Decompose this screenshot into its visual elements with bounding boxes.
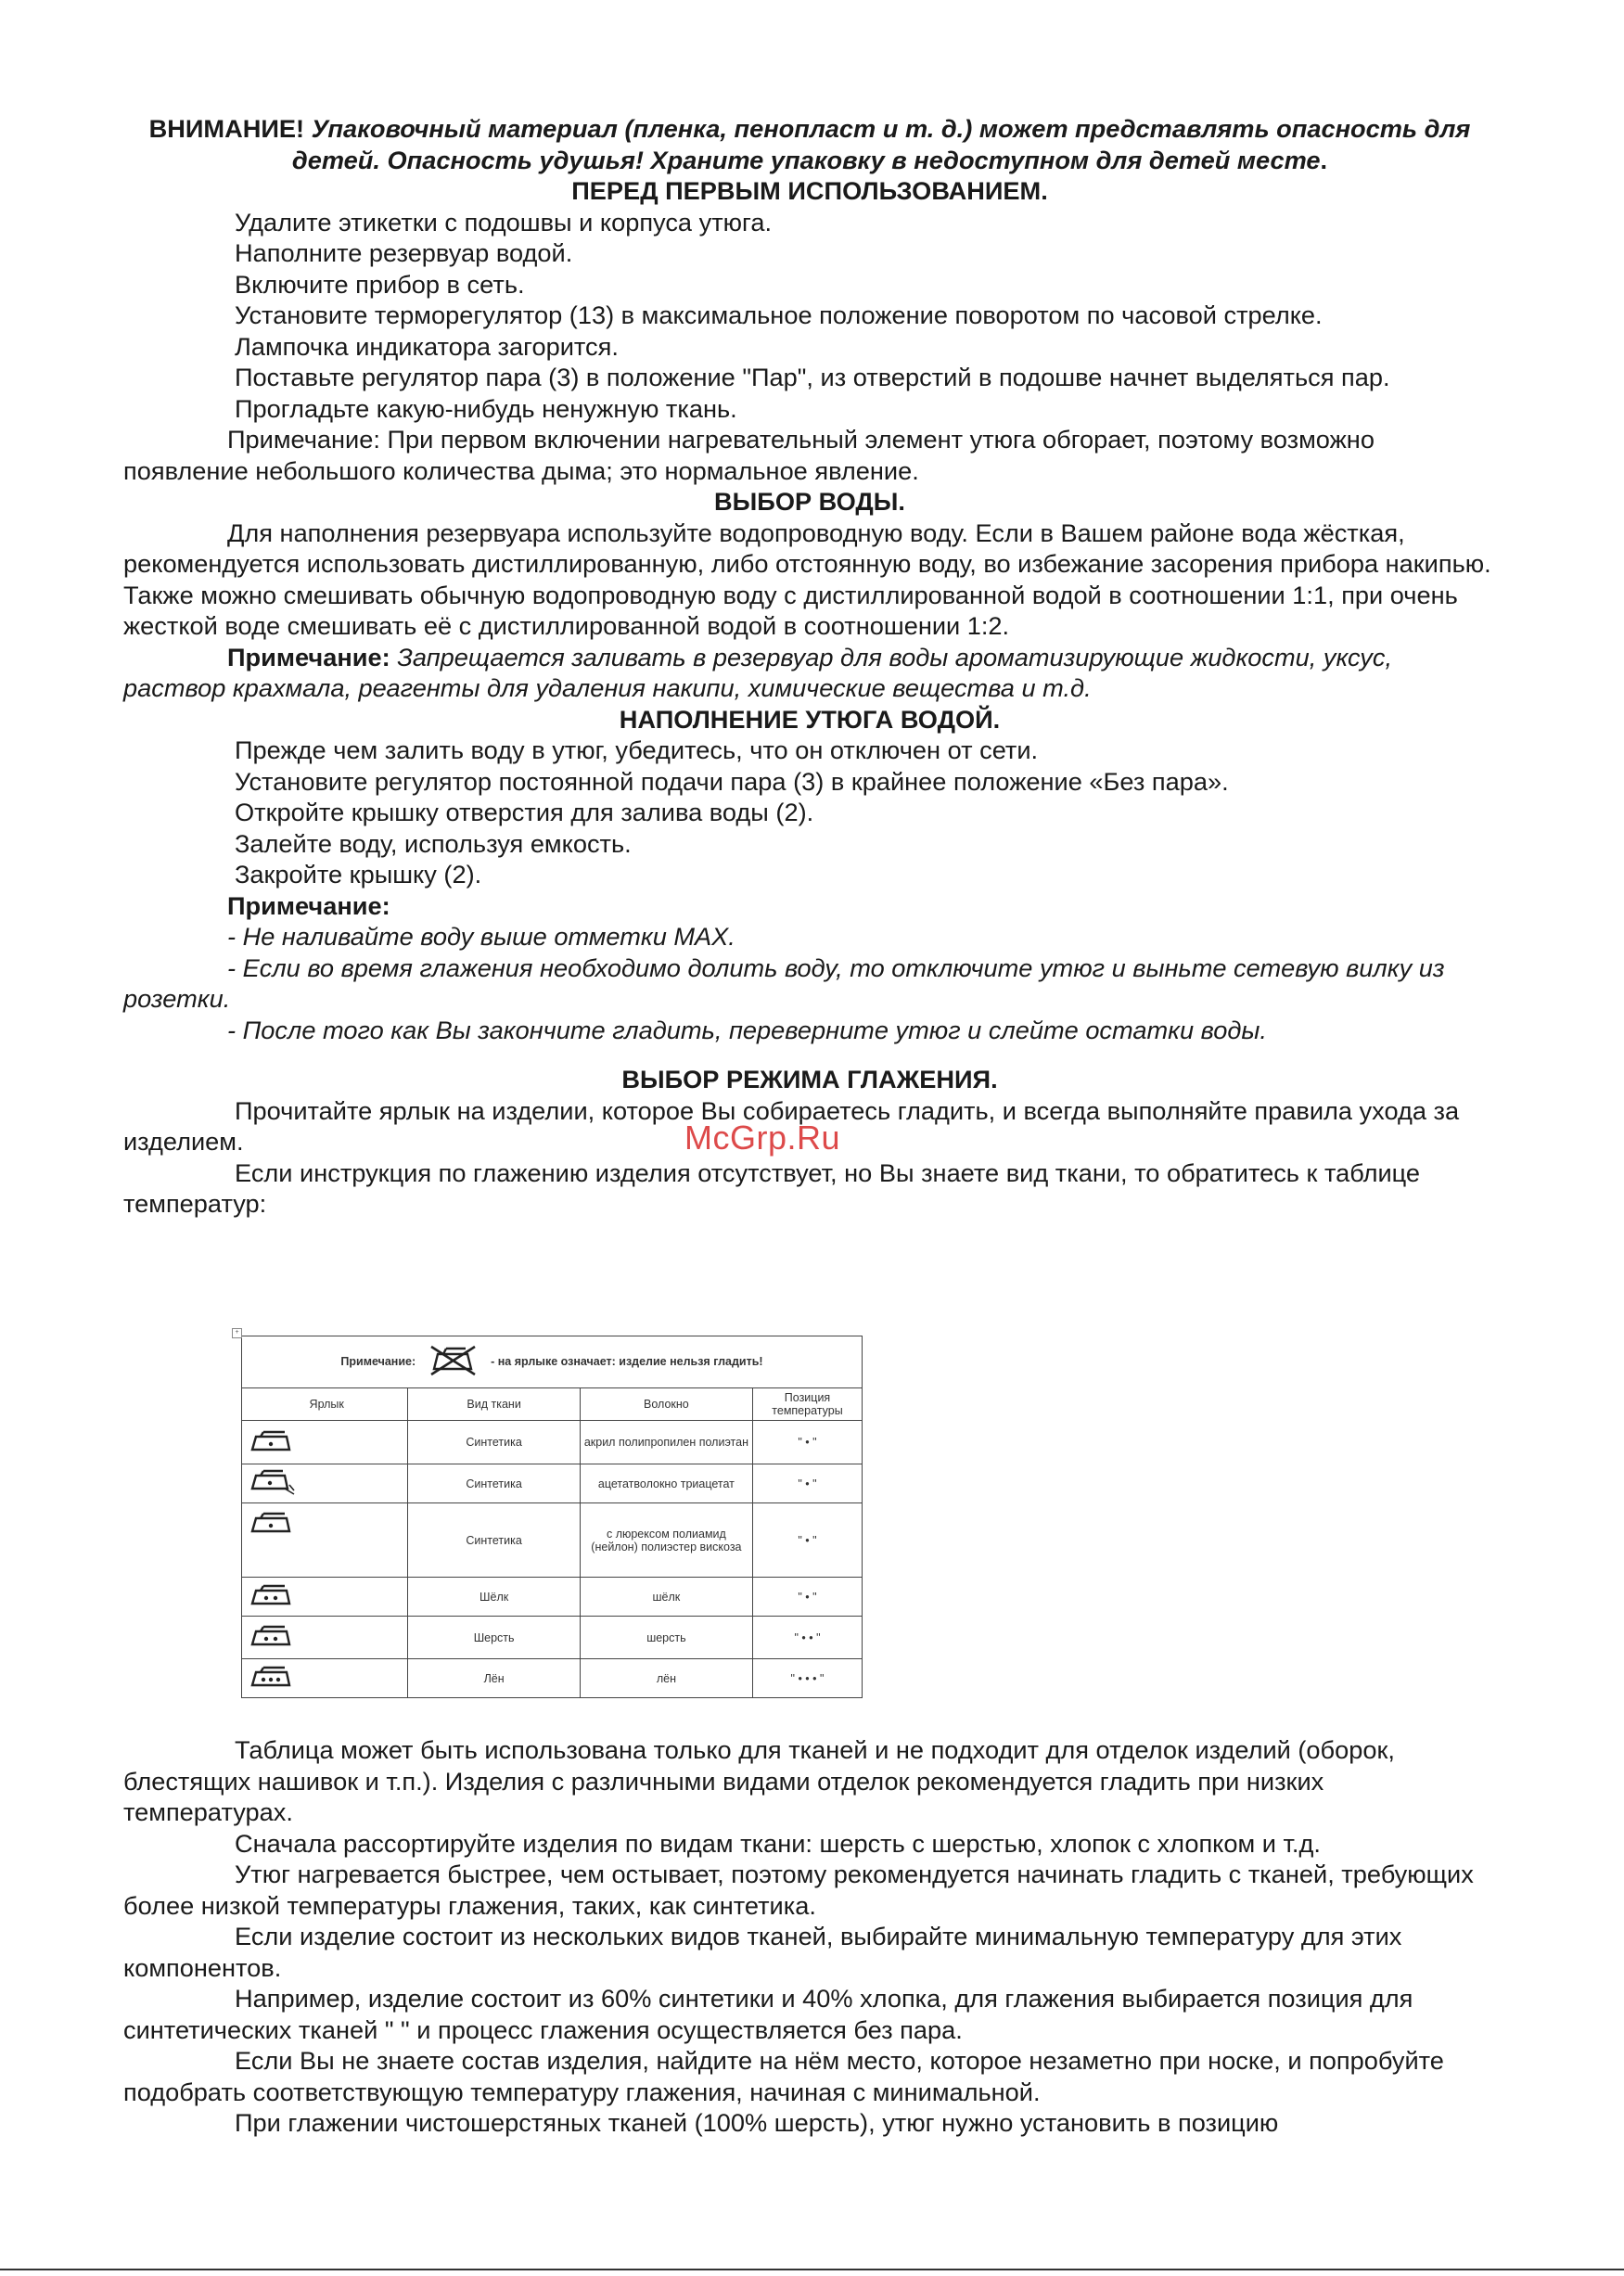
- table-row: [242, 1578, 863, 1617]
- cell-position: " • ": [752, 1578, 862, 1617]
- iron-3dot-icon: [249, 1665, 292, 1692]
- no-iron-icon: [428, 1345, 479, 1379]
- iron-1dot-icon: [249, 1511, 292, 1538]
- cell-fiber: акрил полипропилен полиэтан: [580, 1421, 752, 1464]
- step-2: Наполните резервуар водой.: [235, 238, 573, 267]
- iron-1dot-icon: [249, 1429, 292, 1456]
- temperature-table: [241, 1336, 863, 1698]
- document-page: [123, 113, 1496, 1220]
- cell-position: " • • • ": [752, 1659, 862, 1698]
- iron-nosteam-icon: [249, 1468, 296, 1499]
- cell-fabric: Шерсть: [408, 1617, 580, 1659]
- cell-position: " • • ": [752, 1617, 862, 1659]
- table-row: [242, 1464, 863, 1503]
- header-fiber: Волокно: [580, 1388, 752, 1421]
- first-use-note: Примечание: При первом включении нагревательный элемент утюга обгорает, поэтому возможно появление небольшого количества дыма; это нормальное явление.: [123, 425, 1375, 485]
- fill-step-2: Установите регулятор постоянной подачи пара (3) в крайнее положение «Без пара».: [235, 766, 1229, 796]
- cell-fabric: Шёлк: [408, 1578, 580, 1617]
- cell-position: " • ": [752, 1503, 862, 1578]
- cell-fiber: шерсть: [580, 1617, 752, 1659]
- step-7: Прогладьте какую-нибудь ненужную ткань.: [235, 393, 737, 423]
- step-5: Лампочка индикатора загорится.: [235, 331, 619, 361]
- step-3: Включите прибор в сеть.: [235, 269, 525, 299]
- cell-fiber: шёлк: [580, 1578, 752, 1617]
- warning-label: ВНИМАНИЕ!: [148, 114, 305, 143]
- table-row: [242, 1421, 863, 1464]
- mixed-paragraph: Если изделие состоит из нескольких видов тканей, выбирайте минимальную температуру для этих компонентов.: [123, 1922, 1402, 1982]
- heat-paragraph: Утюг нагревается быстрее, чем остывает, поэтому рекомендуется начинать гладить с тканей, требующих более низкой температуры глажения, таких, как синтетика.: [123, 1860, 1474, 1920]
- fill-note-3: - После того как Вы закончите гладить, переверните утюг и слейте остатки воды.: [227, 1015, 1267, 1044]
- watermark: McGrp.Ru: [684, 1119, 841, 1157]
- header-position: Позиция температуры: [752, 1388, 862, 1421]
- cell-fiber: с люрексом полиамид (нейлон) полиэстер вискоза: [580, 1503, 752, 1578]
- table-usage-paragraph: Таблица может быть использована только для тканей и не подходит для отделок изделий (оборок, блестящих нашивок и т.п.). Изделия с различными видами отделок рекомендуется гладить при низких температурах.: [123, 1735, 1395, 1826]
- water-choice-note: [123, 642, 1496, 704]
- cell-fabric: Лён: [408, 1659, 580, 1698]
- temperature-table-wrap: [235, 1329, 863, 1698]
- step-4: Установите терморегулятор (13) в максимальное положение поворотом по часовой стрелке.: [235, 300, 1323, 329]
- mode-p2: Если инструкция по глажению изделия отсутствует, но Вы знаете вид ткани, то обратитесь к таблице температур:: [123, 1157, 1421, 1218]
- cell-position: " • ": [752, 1464, 862, 1503]
- fill-step-1: Прежде чем залить воду в утюг, убедитесь, что он отключен от сети.: [235, 735, 1039, 764]
- header-label: Ярлык: [242, 1388, 408, 1421]
- table-note-label: Примечание:: [340, 1354, 416, 1368]
- step-1: Удалите этикетки с подошвы и корпуса утюга.: [235, 207, 773, 237]
- fill-note-2: - Если во время глажения необходимо долить воду, то отключите утюг и выньте сетевую вилку из розетки.: [123, 953, 1445, 1013]
- header-fabric: Вид ткани: [408, 1388, 580, 1421]
- fill-step-4: Залейте воду, используя емкость.: [235, 828, 632, 858]
- heading-water-choice: ВЫБОР ВОДЫ.: [714, 487, 905, 516]
- fill-note-label: Примечание:: [227, 890, 390, 920]
- warning-paragraph: ВНИМАНИЕ! Упаковочный материал (пленка, пенопласт и т. д.) может представлять опасность для детей. Опасность удушья! Храните упаковку в недоступном для детей месте.: [148, 114, 1471, 174]
- unknown-paragraph: Если Вы не знаете состав изделия, найдите на нём место, которое незаметно при носке, и попробуйте подобрать соответствующую температуру глажения, начиная с минимальной.: [123, 2046, 1444, 2106]
- cell-fiber: ацетатволокно триацетат: [580, 1464, 752, 1503]
- iron-2dot-icon: [249, 1624, 292, 1651]
- table-note-text: - на ярлыке означает: изделие нельзя гладить!: [491, 1354, 763, 1368]
- table-header-row: [242, 1388, 863, 1421]
- step-6: Поставьте регулятор пара (3) в положение "Пар", из отверстий в подошве начнет выделяться пар.: [235, 363, 1390, 391]
- warning-text: Упаковочный материал (пленка, пенопласт и т. д.) может представлять опасность для детей. Опасность удушья! Храните упаковку в недоступном для детей месте: [291, 114, 1471, 174]
- note-text: Запрещается заливать в резервуар для воды ароматизирующие жидкости, уксус, раствор крахмала, реагенты для удаления накипи, химические вещества и т.д.: [123, 642, 1393, 702]
- heading-before-first-use: ПЕРЕД ПЕРВЫМ ИСПОЛЬЗОВАНИЕМ.: [571, 176, 1048, 205]
- table-row: [242, 1617, 863, 1659]
- heading-filling: НАПОЛНЕНИЕ УТЮГА ВОДОЙ.: [619, 704, 1001, 734]
- mode-p1: Прочитайте ярлык на изделии, которое Вы собираетесь гладить, и всегда выполняйте правила ухода за изделием.: [123, 1095, 1460, 1156]
- iron-2dot-icon: [249, 1583, 292, 1610]
- document-page-lower: [123, 1734, 1496, 2139]
- sort-paragraph: Сначала рассортируйте изделия по видам ткани: шерсть с шерстью, хлопок с хлопком и т.д.: [235, 1828, 1321, 1858]
- page-bottom-rule: [0, 2269, 1624, 2270]
- fill-step-3: Откройте крышку отверстия для залива воды (2).: [235, 798, 814, 826]
- note-label: Примечание:: [227, 642, 390, 671]
- wool-paragraph: При глажении чистошерстяных тканей (100% шерсть), утюг нужно установить в позицию: [235, 2108, 1279, 2137]
- water-choice-text: Для наполнения резервуара используйте водопроводную воду. Если в Вашем районе вода жёсткая, рекомендуется использовать дистиллированную, либо отстоянную воду, во избежание засорения прибора накипью. Также можно смешивать обычную водопроводную воду с дистиллированной водой в соотношении 1:1, при очень жесткой воде смешивать её с дистиллированной водой в соотношении 1:2.: [123, 518, 1491, 640]
- table-note-row: [242, 1336, 863, 1388]
- cell-position: " • ": [752, 1421, 862, 1464]
- fill-step-5: Закройте крышку (2).: [235, 860, 482, 889]
- fill-note-1: - Не наливайте воду выше отметки MAX.: [227, 922, 735, 951]
- example-paragraph: Например, изделие состоит из 60% синтетики и 40% хлопка, для глажения выбирается позиция для синтетических тканей " " и процесс глажения осуществляется без пара.: [123, 1984, 1413, 2044]
- cell-fabric: Синтетика: [408, 1464, 580, 1503]
- heading-ironing-mode: ВЫБОР РЕЖИМА ГЛАЖЕНИЯ.: [621, 1065, 998, 1093]
- table-anchor-icon: +: [232, 1328, 242, 1338]
- table-row: [242, 1503, 863, 1578]
- cell-fabric: Синтетика: [408, 1421, 580, 1464]
- table-row: [242, 1659, 863, 1698]
- cell-fiber: лён: [580, 1659, 752, 1698]
- cell-fabric: Синтетика: [408, 1503, 580, 1578]
